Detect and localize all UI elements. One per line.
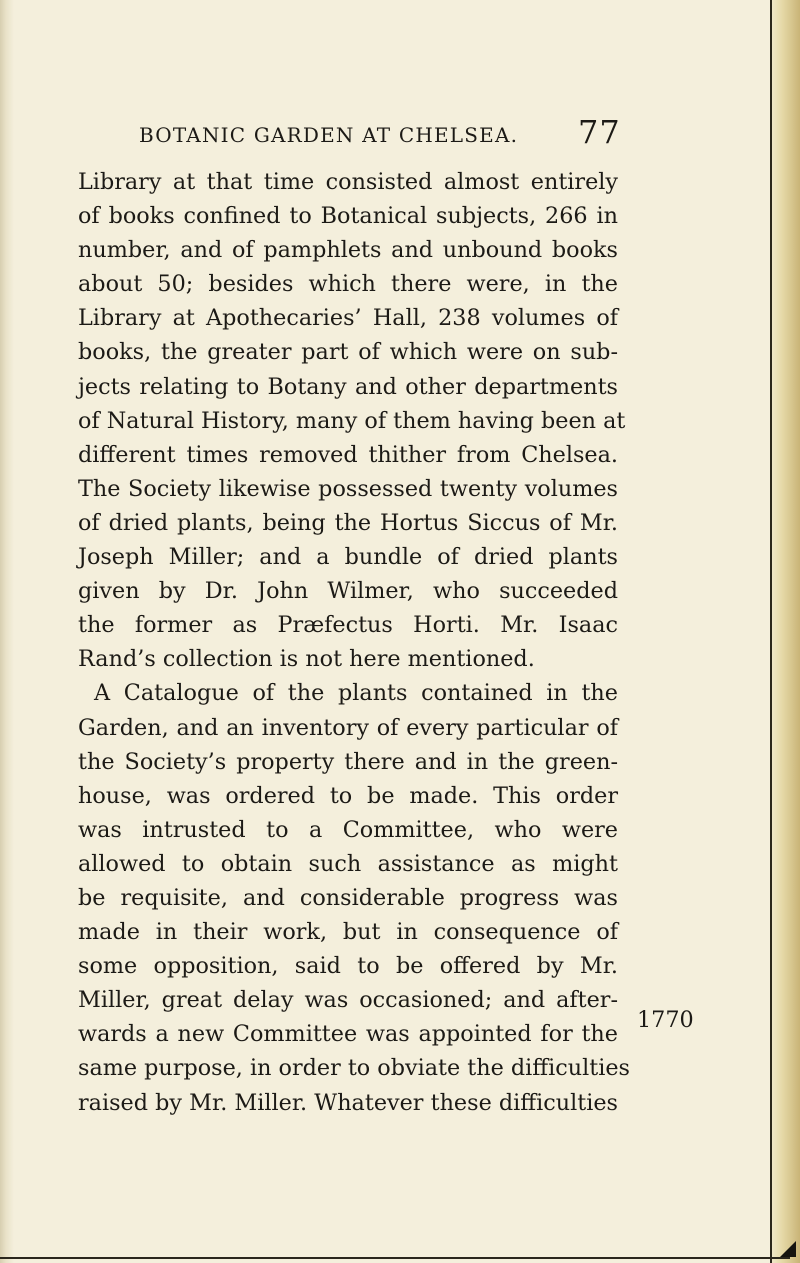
text-line: about 50; besides which there were, in the bbox=[78, 271, 618, 298]
text-line: the former as Præfectus Horti. Mr. Isaac bbox=[78, 612, 618, 639]
text-line: Library at Apothecaries’ Hall, 238 volumes of bbox=[78, 305, 618, 332]
page-right-edge bbox=[770, 0, 800, 1263]
text-line: Rand’s collection is not here mentioned. bbox=[78, 646, 535, 673]
text-line: allowed to obtain such assistance as might bbox=[78, 850, 618, 877]
text-line: wards a new Committee was appointed for the bbox=[78, 1021, 618, 1048]
text-line: same purpose, in order to obviate the difficulties bbox=[78, 1055, 630, 1082]
text-line: Library at that time consisted almost entirely bbox=[78, 169, 618, 195]
text-line: given by Dr. John Wilmer, who succeeded bbox=[78, 578, 618, 605]
text-line: some opposition, said to be offered by Mr. bbox=[78, 953, 618, 980]
paragraph-start-line: A Catalogue of the plants contained in the bbox=[94, 680, 618, 707]
text-line: jects relating to Botany and other departments bbox=[78, 373, 618, 400]
text-line: number, and of pamphlets and unbound books bbox=[78, 237, 618, 264]
text-line: books, the greater part of which were on sub- bbox=[78, 339, 618, 366]
margin-date-note: 1770 bbox=[637, 1007, 694, 1033]
running-head bbox=[0, 113, 800, 153]
running-head-title: BOTANIC GARDEN AT CHELSEA. bbox=[139, 123, 519, 147]
body-text bbox=[78, 165, 630, 1120]
text-line: of Natural History, many of them having been at bbox=[78, 407, 626, 434]
page-number: 77 bbox=[578, 113, 621, 151]
text-line: different times removed thither from Chelsea. bbox=[78, 441, 618, 468]
corner-arrow-icon bbox=[780, 1241, 796, 1257]
text-line: the Society’s property there and in the green- bbox=[78, 748, 618, 775]
page-left-edge bbox=[0, 0, 14, 1263]
text-line: be requisite, and considerable progress was bbox=[78, 884, 618, 911]
text-line: Joseph Miller; and a bundle of dried plants bbox=[78, 544, 618, 571]
text-line: of books confined to Botanical subjects, 266 in bbox=[78, 203, 618, 230]
text-line: made in their work, but in consequence of bbox=[78, 919, 618, 946]
text-line: was intrusted to a Committee, who were bbox=[78, 816, 618, 843]
text-line: house, was ordered to be made. This order bbox=[78, 782, 618, 809]
text-line: Garden, and an inventory of every particular of bbox=[78, 714, 618, 741]
text-line: raised by Mr. Miller. Whatever these difficulties bbox=[78, 1089, 618, 1116]
text-line: The Society likewise possessed twenty volumes bbox=[78, 475, 618, 502]
text-line: of dried plants, being the Hortus Siccus of Mr. bbox=[78, 509, 618, 536]
text-line: Miller, great delay was occasioned; and after- bbox=[78, 987, 618, 1014]
bottom-rule bbox=[0, 1257, 790, 1259]
